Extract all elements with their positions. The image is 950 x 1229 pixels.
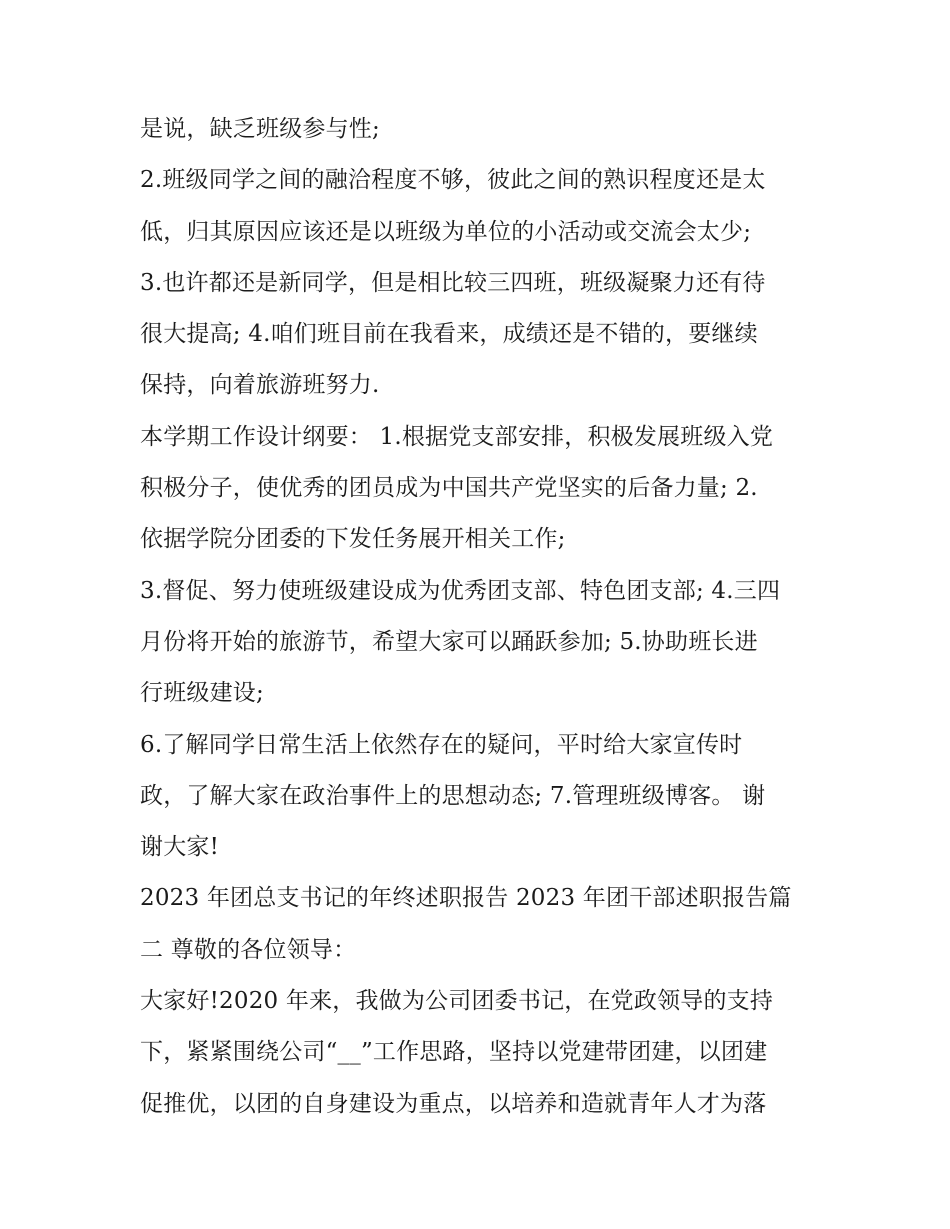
text-line-9: 依据学院分团委的下发任务展开相关工作; bbox=[140, 526, 566, 553]
text-line-3: 低，归其原因应该还是以班级为单位的小活动或交流会太少; bbox=[140, 218, 752, 245]
text-line-15: 谢大家! bbox=[140, 834, 220, 861]
text-line-14: 政，了解大家在政治事件上的思想动态; 7.管理班级博客。 谢 bbox=[140, 782, 766, 809]
text-line-10: 3.督促、努力使班级建设成为优秀团支部、特色团支部; 4.三四 bbox=[140, 577, 781, 604]
text-line-6: 保持，向着旅游班努力. bbox=[140, 372, 380, 399]
text-line-1: 是说，缺乏班级参与性; bbox=[140, 116, 380, 142]
text-line-17: 二 尊敬的各位领导： bbox=[140, 936, 357, 963]
text-line-19: 下，紧紧围绕公司“__”工作思路，坚持以党建带团建，以团建 bbox=[140, 1039, 768, 1066]
text-line-12: 行班级建设; bbox=[140, 680, 264, 707]
body-text bbox=[140, 104, 820, 1130]
text-line-8: 积极分子，使优秀的团员成为中国共产党坚实的后备力量; 2. bbox=[140, 475, 758, 502]
text-line-2: 2.班级同学之间的融洽程度不够，彼此之间的熟识程度还是太 bbox=[140, 167, 766, 194]
text-line-18: 大家好!2020 年来，我做为公司团委书记，在党政领导的支持 bbox=[140, 988, 774, 1015]
text-line-11: 月份将开始的旅游节，希望大家可以踊跃参加; 5.协助班长进 bbox=[140, 628, 758, 655]
text-line-20: 促推优，以团的自身建设为重点，以培养和造就青年人才为落 bbox=[140, 1090, 767, 1117]
text-line-16: 2023 年团总支书记的年终述职报告 2023 年团干部述职报告篇 bbox=[140, 885, 792, 912]
text-line-7: 本学期工作设计纲要： 1.根据党支部安排，积极发展班级入党 bbox=[140, 423, 774, 450]
text-line-4: 3.也许都还是新同学，但是相比较三四班，班级凝聚力还有待 bbox=[140, 269, 766, 296]
text-line-5: 很大提高; 4.咱们班目前在我看来，成绩还是不错的，要继续 bbox=[140, 321, 758, 348]
text-line-13: 6.了解同学日常生活上依然存在的疑问，平时给大家宣传时 bbox=[140, 731, 743, 758]
